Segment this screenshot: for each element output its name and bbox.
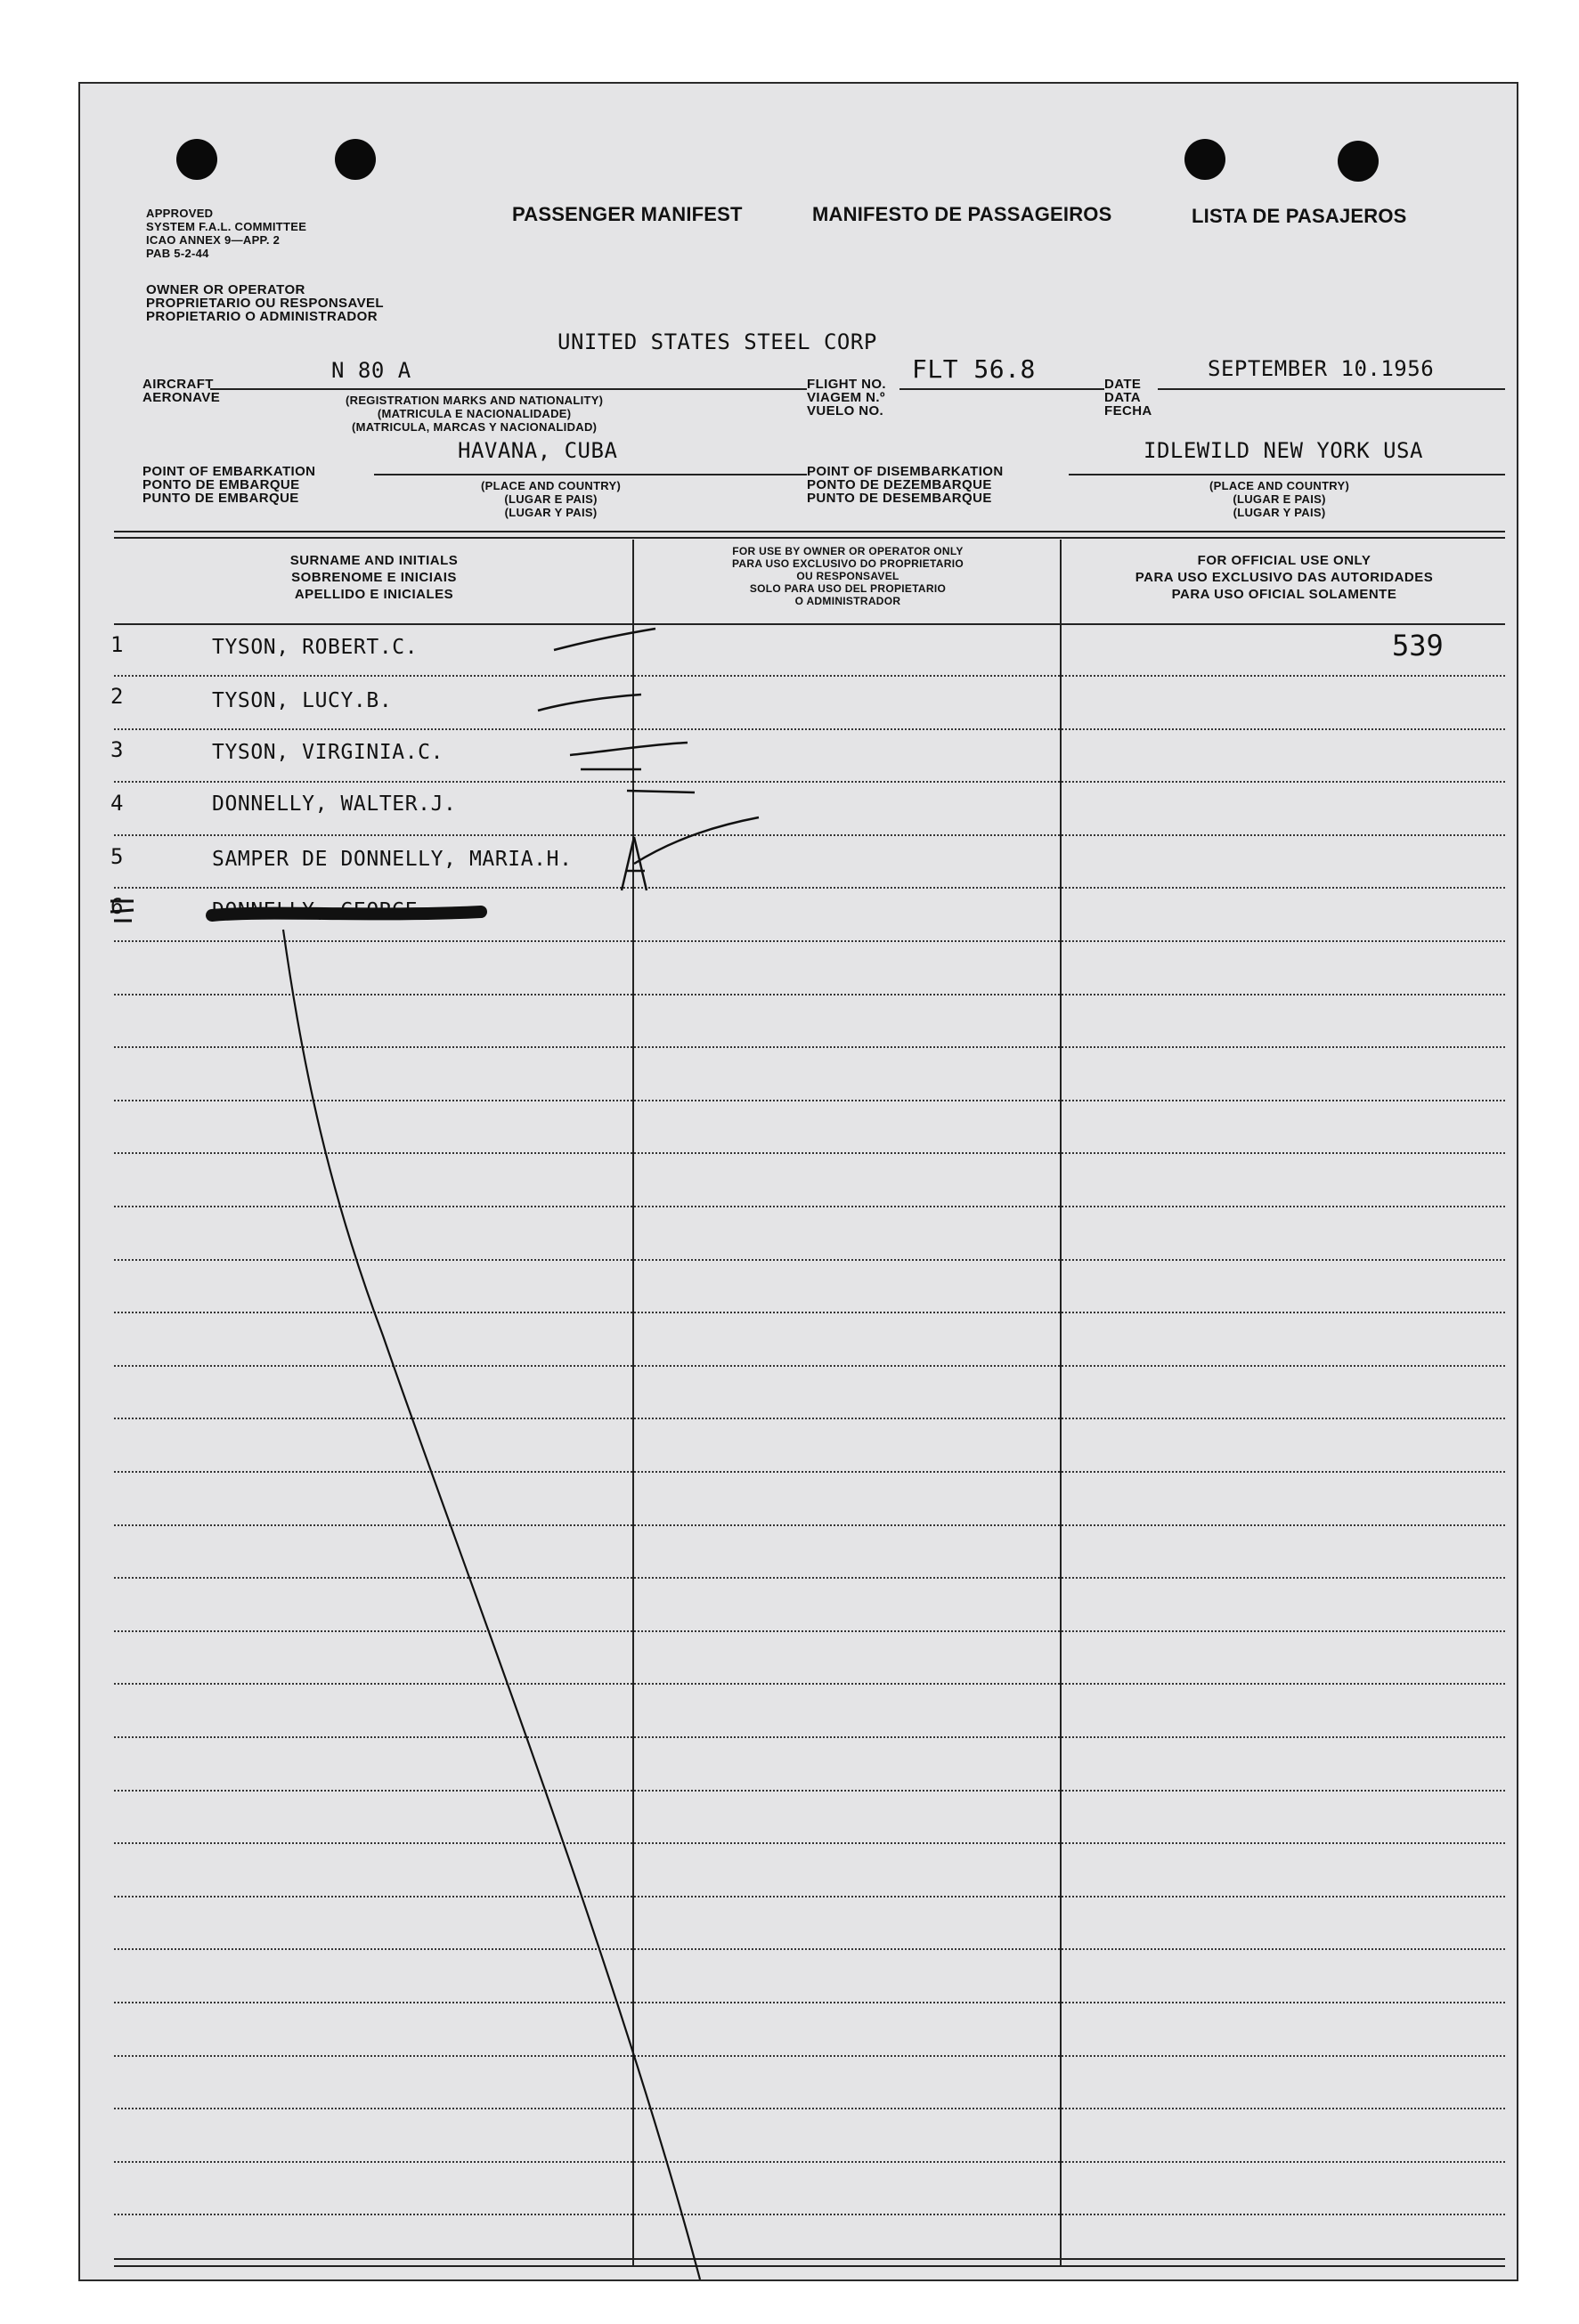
date-underline	[1158, 388, 1505, 390]
disembarkation-label	[807, 465, 1004, 505]
aircraft-value: N 80 A	[331, 358, 411, 383]
approved-line: APPROVED	[146, 207, 214, 220]
column-header-surname	[116, 552, 632, 603]
owner-label-line: OWNER OR OPERATOR	[146, 282, 305, 297]
row-rule	[114, 834, 1505, 836]
date-label-line: FECHA	[1104, 403, 1152, 418]
aircraft-label-line: AERONAVE	[142, 390, 221, 405]
approved-line: ICAO ANNEX 9—APP. 2	[146, 233, 281, 247]
row-rule	[114, 1152, 1505, 1154]
flight-label-line: VUELO NO.	[807, 403, 884, 418]
punch-hole	[1184, 139, 1225, 180]
aircraft-underline	[210, 388, 807, 390]
owner-label	[146, 283, 384, 323]
column-header-owner-use	[636, 545, 1060, 607]
punch-hole	[1338, 141, 1379, 182]
title-spanish: LISTA DE PASAJEROS	[1192, 205, 1407, 227]
row-rule	[114, 2108, 1505, 2109]
embarkation-label-line: PONTO DE EMBARQUE	[142, 477, 300, 492]
disembarkation-underline	[1069, 474, 1505, 475]
embarkation-value: HAVANA, CUBA	[458, 438, 618, 463]
row-rule	[114, 1100, 1505, 1101]
row-rule	[114, 1312, 1505, 1313]
row-number: 1	[110, 632, 124, 657]
row-rule	[114, 1683, 1505, 1685]
column-header-line: PARA USO EXCLUSIVO DO PROPRIETARIO	[731, 557, 964, 570]
row-rule	[114, 675, 1505, 677]
column-header-line: FOR OFFICIAL USE ONLY	[1197, 553, 1371, 568]
column-header-line: PARA USO OFICIAL SOLAMENTE	[1171, 587, 1397, 602]
header-bottom-rule	[114, 623, 1505, 625]
row-rule	[114, 1206, 1505, 1207]
manifest-sheet	[78, 82, 1518, 2281]
registration-label-line: (REGISTRATION MARKS AND NATIONALITY)	[346, 394, 604, 407]
disembarkation-label-line: PUNTO DE DESEMBARQUE	[807, 491, 992, 506]
passenger-name: TYSON, LUCY.B.	[212, 689, 393, 712]
row-rule	[114, 1259, 1505, 1261]
column-header-line: SURNAME AND INITIALS	[289, 553, 459, 568]
row-rule	[114, 2214, 1505, 2215]
place-label-line: (PLACE AND COUNTRY)	[481, 479, 622, 492]
row-rule	[114, 2161, 1505, 2163]
passenger-name: SAMPER DE DONNELLY, MARIA.H.	[212, 848, 573, 871]
column-separator	[632, 540, 634, 2267]
row-number: 6	[110, 894, 124, 919]
row-rule	[114, 1524, 1505, 1526]
approved-block	[146, 207, 306, 260]
row-rule	[114, 1842, 1505, 1844]
column-header-line: OU RESPONSAVEL	[796, 570, 899, 582]
row-rule	[114, 728, 1505, 730]
table-top-rule	[114, 537, 1505, 539]
date-label	[1104, 378, 1152, 418]
row-rule	[114, 1790, 1505, 1792]
embarkation-label	[142, 465, 315, 505]
flight-label-line: VIAGEM N.º	[807, 390, 885, 405]
column-separator	[1060, 540, 1062, 2267]
table-bottom-rule	[114, 2265, 1505, 2267]
row-rule	[114, 1418, 1505, 1419]
place-label-line: (LUGAR E PAIS)	[1233, 492, 1326, 506]
place-label-right	[1209, 479, 1349, 519]
date-value: SEPTEMBER 10.1956	[1208, 356, 1435, 381]
disembarkation-label-line: PONTO DE DEZEMBARQUE	[807, 477, 992, 492]
embarkation-label-line: POINT OF EMBARKATION	[142, 464, 316, 479]
row-rule	[114, 1948, 1505, 1950]
passenger-name: TYSON, VIRGINIA.C.	[212, 741, 444, 764]
row-rule	[114, 1365, 1505, 1367]
row-rule	[114, 1896, 1505, 1897]
passenger-name: DONNELLY, WALTER.J.	[212, 792, 457, 816]
punch-hole	[176, 139, 217, 180]
row-number: 5	[110, 844, 124, 869]
row-rule	[114, 2002, 1505, 2003]
flight-label-line: FLIGHT NO.	[807, 377, 886, 392]
approved-line: PAB 5-2-44	[146, 247, 209, 260]
row-rule	[114, 1046, 1505, 1048]
flight-underline	[899, 388, 1104, 390]
date-label-line: DATE	[1104, 377, 1142, 392]
embarkation-underline	[374, 474, 807, 475]
flight-value: FLT 56.8	[912, 354, 1036, 384]
title-english: PASSENGER MANIFEST	[512, 203, 743, 225]
registration-label-line: (MATRICULA, MARCAS Y NACIONALIDAD)	[352, 420, 598, 434]
approved-line: SYSTEM F.A.L. COMMITTEE	[146, 220, 307, 233]
column-header-line: FOR USE BY OWNER OR OPERATOR ONLY	[732, 545, 964, 557]
place-label-left	[481, 479, 621, 519]
row-rule	[114, 1471, 1505, 1473]
passenger-name: DONNELLY, GEORGE.	[212, 899, 431, 922]
place-label-line: (LUGAR Y PAIS)	[1233, 506, 1326, 519]
column-header-line: PARA USO EXCLUSIVO DAS AUTORIDADES	[1135, 570, 1434, 585]
row-number: 2	[110, 684, 124, 709]
official-number: 539	[1392, 629, 1444, 662]
title-portuguese: MANIFESTO DE PASSAGEIROS	[812, 203, 1112, 225]
row-number: 3	[110, 737, 124, 762]
row-number: 4	[110, 791, 124, 816]
aircraft-label-line: AIRCRAFT	[142, 377, 214, 392]
registration-label-line: (MATRICULA E NACIONALIDADE)	[377, 407, 572, 420]
place-label-line: (LUGAR E PAIS)	[504, 492, 598, 506]
row-rule	[114, 887, 1505, 889]
passenger-name: TYSON, ROBERT.C.	[212, 636, 419, 659]
row-rule	[114, 940, 1505, 942]
row-rule	[114, 781, 1505, 783]
disembarkation-value: IDLEWILD NEW YORK USA	[1144, 438, 1423, 463]
disembarkation-label-line: POINT OF DISEMBARKATION	[807, 464, 1004, 479]
row-rule	[114, 1736, 1505, 1738]
row-rule	[114, 1630, 1505, 1632]
aircraft-label	[142, 378, 220, 404]
date-label-line: DATA	[1104, 390, 1142, 405]
column-header-line: O ADMINISTRADOR	[794, 595, 901, 607]
owner-label-line: PROPIETARIO O ADMINISTRADOR	[146, 309, 378, 324]
flight-label	[807, 378, 886, 418]
owner-label-line: PROPRIETARIO OU RESPONSAVEL	[146, 296, 384, 311]
column-header-line: SOBRENOME E INICIAIS	[291, 570, 457, 585]
row-rule	[114, 1577, 1505, 1579]
row-rule	[114, 2055, 1505, 2057]
column-header-official	[1063, 552, 1505, 603]
embarkation-label-line: PUNTO DE EMBARQUE	[142, 491, 299, 506]
row-rule	[114, 994, 1505, 995]
owner-value: UNITED STATES STEEL CORP	[558, 329, 877, 354]
table-top-rule	[114, 531, 1505, 532]
place-label-line: (LUGAR Y PAIS)	[504, 506, 598, 519]
column-header-line: SOLO PARA USO DEL PROPIETARIO	[749, 582, 947, 595]
column-header-line: APELLIDO E INICIALES	[294, 587, 454, 602]
place-label-line: (PLACE AND COUNTRY)	[1209, 479, 1350, 492]
table-bottom-rule	[114, 2258, 1505, 2260]
registration-label	[346, 394, 603, 434]
punch-hole	[335, 139, 376, 180]
